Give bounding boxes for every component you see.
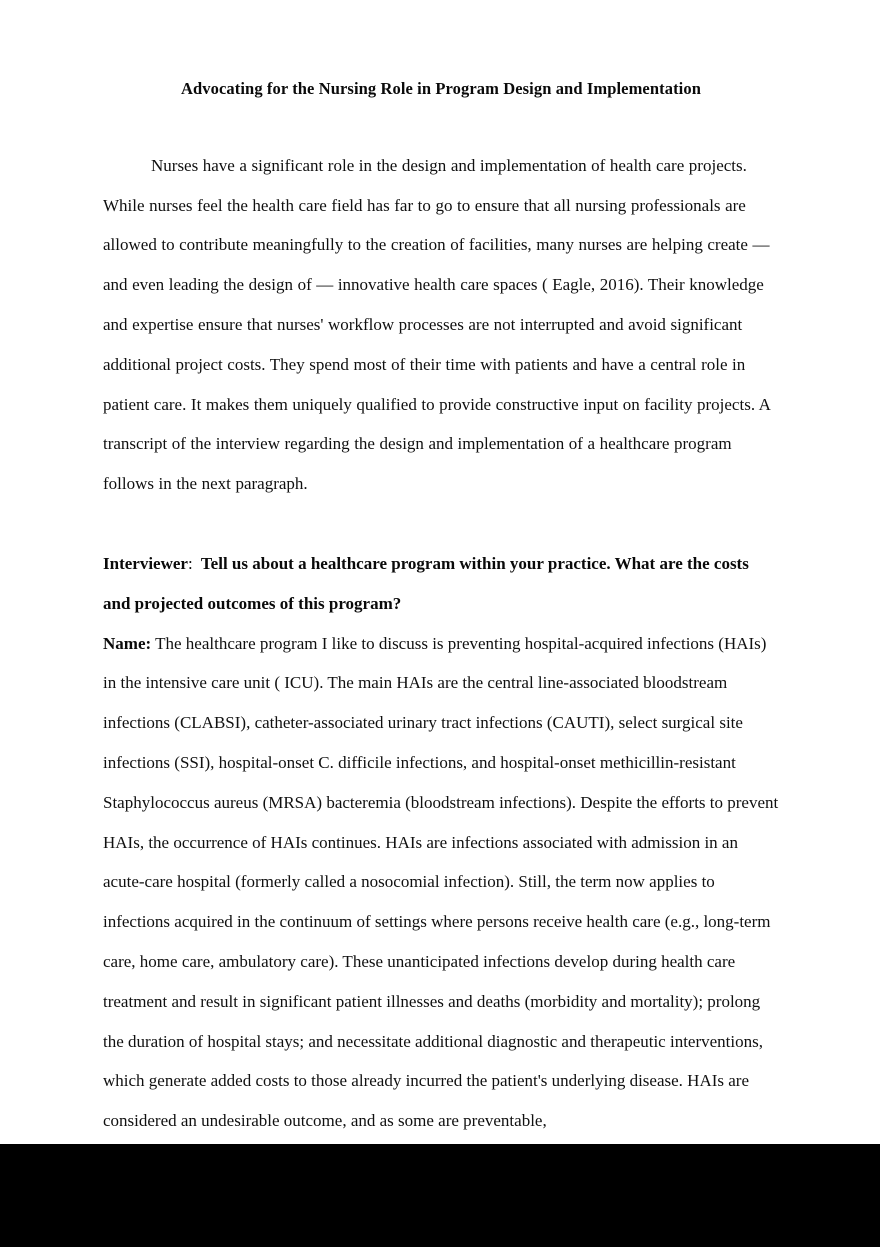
intro-paragraph: Nurses have a significant role in the design and implementation of health care projects. While nurses feel the health care field has far to go to ensure that all nursing professionals are allowed to contribute meaningfully to the creation of facilities, many nurses are helping create — and even leading the design of — innovative health care spaces ( Eagle, 2016). Their knowledge and expertise ensure that nurses' workflow processes are not interrupted and avoid significant additional project costs. They spend most of their time with patients and have a central role in patient care. It makes them uniquely qualified to provide constructive input on facility projects. A transcript of the interview regarding the design and implementation of a healthcare program follows in the next paragraph. — [103, 155, 771, 494]
interview-transcript — [103, 504, 779, 1141]
question-text: Tell us about a healthcare program within your practice. What are the costs and projected outcomes of this program? — [103, 553, 749, 613]
page-bottom-crop-band — [0, 1144, 880, 1247]
question-speaker-separator: : — [187, 553, 193, 573]
question-speaker-label: Interviewer — [103, 553, 188, 573]
page-title: Advocating for the Nursing Role in Program Design and Implementation — [181, 79, 701, 98]
interview-answer — [103, 624, 779, 1141]
document-text-column — [103, 0, 779, 1141]
answer-speaker-label: Name: — [103, 633, 152, 653]
interview-question — [103, 544, 779, 624]
answer-text: The healthcare program I like to discuss is preventing hospital-acquired infections (HAIs) in the intensive care unit ( ICU). The main HAIs are the central line-associated bloodstream infections (CLABSI), catheter-associated urinary tract infections (CAUTI), select surgical site infections (SSI), hospital-onset C. difficile infections, and hospital-onset methicillin-resistant Staphylococcus aureus (MRSA) bacteremia (bloodstream infections). Despite the efforts to prevent HAIs, the occurrence of HAIs continues. HAIs are infections associated with admission in an acute-care hospital (formerly called a nosocomial infection). Still, the term now applies to infections acquired in the continuum of settings where persons receive health care (e.g., long-term care, home care, ambulatory care). These unanticipated infections develop during health care treatment and result in significant patient illnesses and deaths (morbidity and mortality); prolong the duration of hospital stays; and necessitate additional diagnostic and therapeutic interventions, which generate added costs to those already incurred the patient's underlying disease. HAIs are considered an undesirable outcome, and as some are preventable, — [103, 633, 779, 1131]
